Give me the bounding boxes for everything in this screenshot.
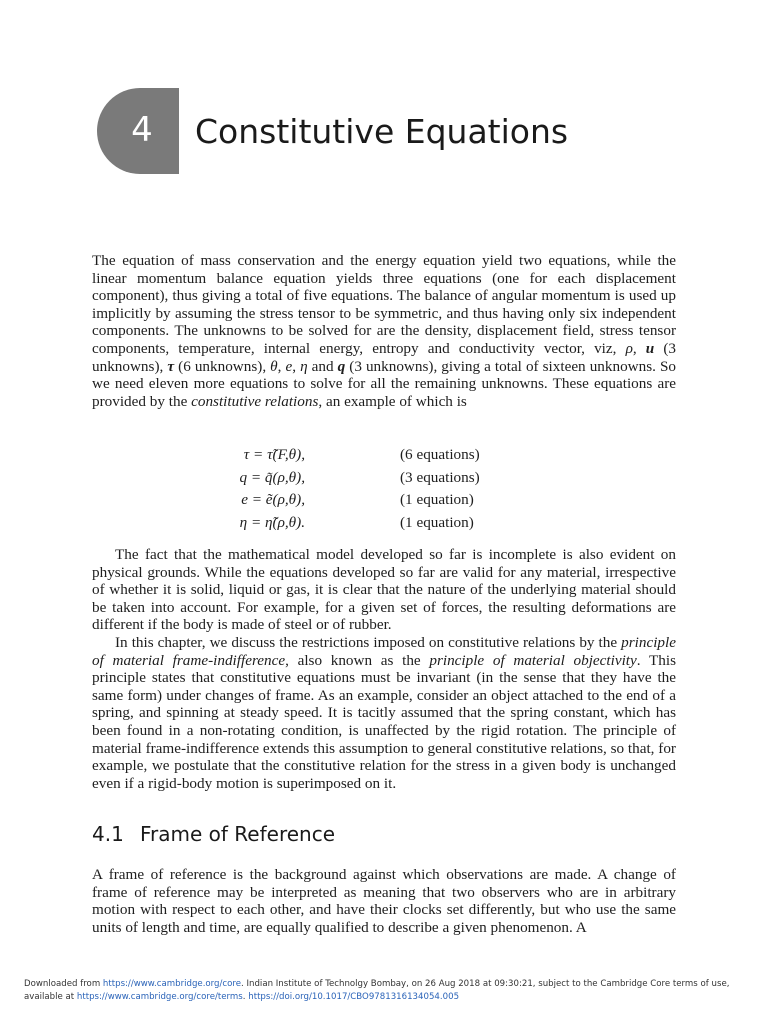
chapter-title: Constitutive Equations xyxy=(195,112,569,151)
equation-row xyxy=(92,469,676,492)
terms-link[interactable]: https://www.cambridge.org/core/terms xyxy=(76,992,243,1002)
doi-link[interactable]: https://doi.org/10.1017/CBO9781316134054.005 xyxy=(248,992,460,1002)
equation-row xyxy=(92,514,676,537)
intro-paragraph: The equation of mass conservation and the energy equation yield two equations, while the linear momentum balance equation yields three equations (one for each displacement component), thus giving a total of five equations. The balance of angular momentum is used up implicitly by assuming the stress tensor to be symmetric, and thus having only six independent components. The unknowns to be solved for are the density, displacement field, stress tensor components, temperature, internal energy, entropy and conductivity vector, viz, ρ, u (3 unknowns), τ (6 unknowns), θ, e, η and q (3 unknowns), giving a total of sixteen unknowns. So we need eleven more equations to solve for all the remaining unknowns. These equations are provided by the constitutive relations, an example of which is xyxy=(92,252,677,410)
equation-row xyxy=(92,446,676,469)
equation-lhs: τ = τ̃(F,θ), xyxy=(243,446,305,463)
math-symbol: u xyxy=(645,339,655,357)
math-symbol: e xyxy=(285,357,293,375)
equation-lhs: η = η̃(ρ,θ). xyxy=(239,513,305,531)
equation-count: (6 equations) xyxy=(400,446,480,463)
section-number: 4.1 xyxy=(92,822,124,846)
equation-lhs: q = q̃(ρ,θ), xyxy=(239,468,305,486)
section-title: Frame of Reference xyxy=(140,822,336,846)
math-symbol: q xyxy=(337,357,346,375)
equation-count: (1 equation) xyxy=(400,491,474,509)
paragraph-physical-grounds: The fact that the mathematical model developed so far is incomplete is also evident on physical grounds. While the equations developed so far are valid for any material, irrespective of whether it is solid, liquid or gas, it is clear that the nature of the underlying material should be taken into account. For example, for a given set of forces, the resulting deformations are different if the body is made of steel or of rubber. xyxy=(92,546,676,634)
equation-count: (3 equations) xyxy=(400,468,480,486)
emphasis: principle of material frame-indifference xyxy=(92,634,676,669)
paragraph-frame-indifference: In this chapter, we discuss the restrictions imposed on constitutive relations by the principle of material frame-indifference, also known as the principle of material objectivity. This principle states that constitutive equations must be invariant (in the sense that they have the same form) under changes of frame. As an example, consider an object attached to the end of a spring, and spinning at steady speed. It is tacitly assumed that the spring constant, which has been found in a non-rotating condition, is unaffected by the rigid rotation. The principle of material frame-indifference extends this assumption to general constitutive relations, so that, for example, we postulate that the constitutive relation for the stress in a given body is unchanged even if a rigid-body motion is superimposed on it. xyxy=(92,634,676,792)
equation-lhs: e = ẽ(ρ,θ), xyxy=(241,491,305,509)
math-symbol: θ xyxy=(270,357,278,375)
math-symbol: η xyxy=(300,357,308,375)
download-footer: Downloaded from https://www.cambridge.org/core. Indian Institute of Technolgy Bombay, on 26 Aug 2018 at 09:30:21, subject to the Cambridge Core terms of use, available at https://www.cambridge.org/core/terms. https://doi.org/10.1017/CBO9781316134054.005 xyxy=(24,979,730,1002)
emphasis: principle of material objectivity xyxy=(429,651,637,669)
section-heading xyxy=(92,822,335,846)
math-symbol: ρ xyxy=(625,339,633,357)
emphasis: constitutive relations xyxy=(191,392,319,410)
chapter-number: 4 xyxy=(131,110,153,150)
paragraph-frame-of-reference: A frame of reference is the background against which observations are made. A change of frame of reference may be interpreted as meaning that two observers who are in arbitrary motion with respect to each other, and have their clocks set differently, but who use the same units of length and time, are equally qualified to describe a given phenomenon. A xyxy=(92,866,676,936)
math-symbol: τ xyxy=(167,357,175,375)
cambridge-core-link[interactable]: https://www.cambridge.org/core xyxy=(102,979,242,989)
equation-row xyxy=(92,491,676,514)
equation-count: (1 equation) xyxy=(400,513,474,531)
equation-block xyxy=(92,446,676,536)
